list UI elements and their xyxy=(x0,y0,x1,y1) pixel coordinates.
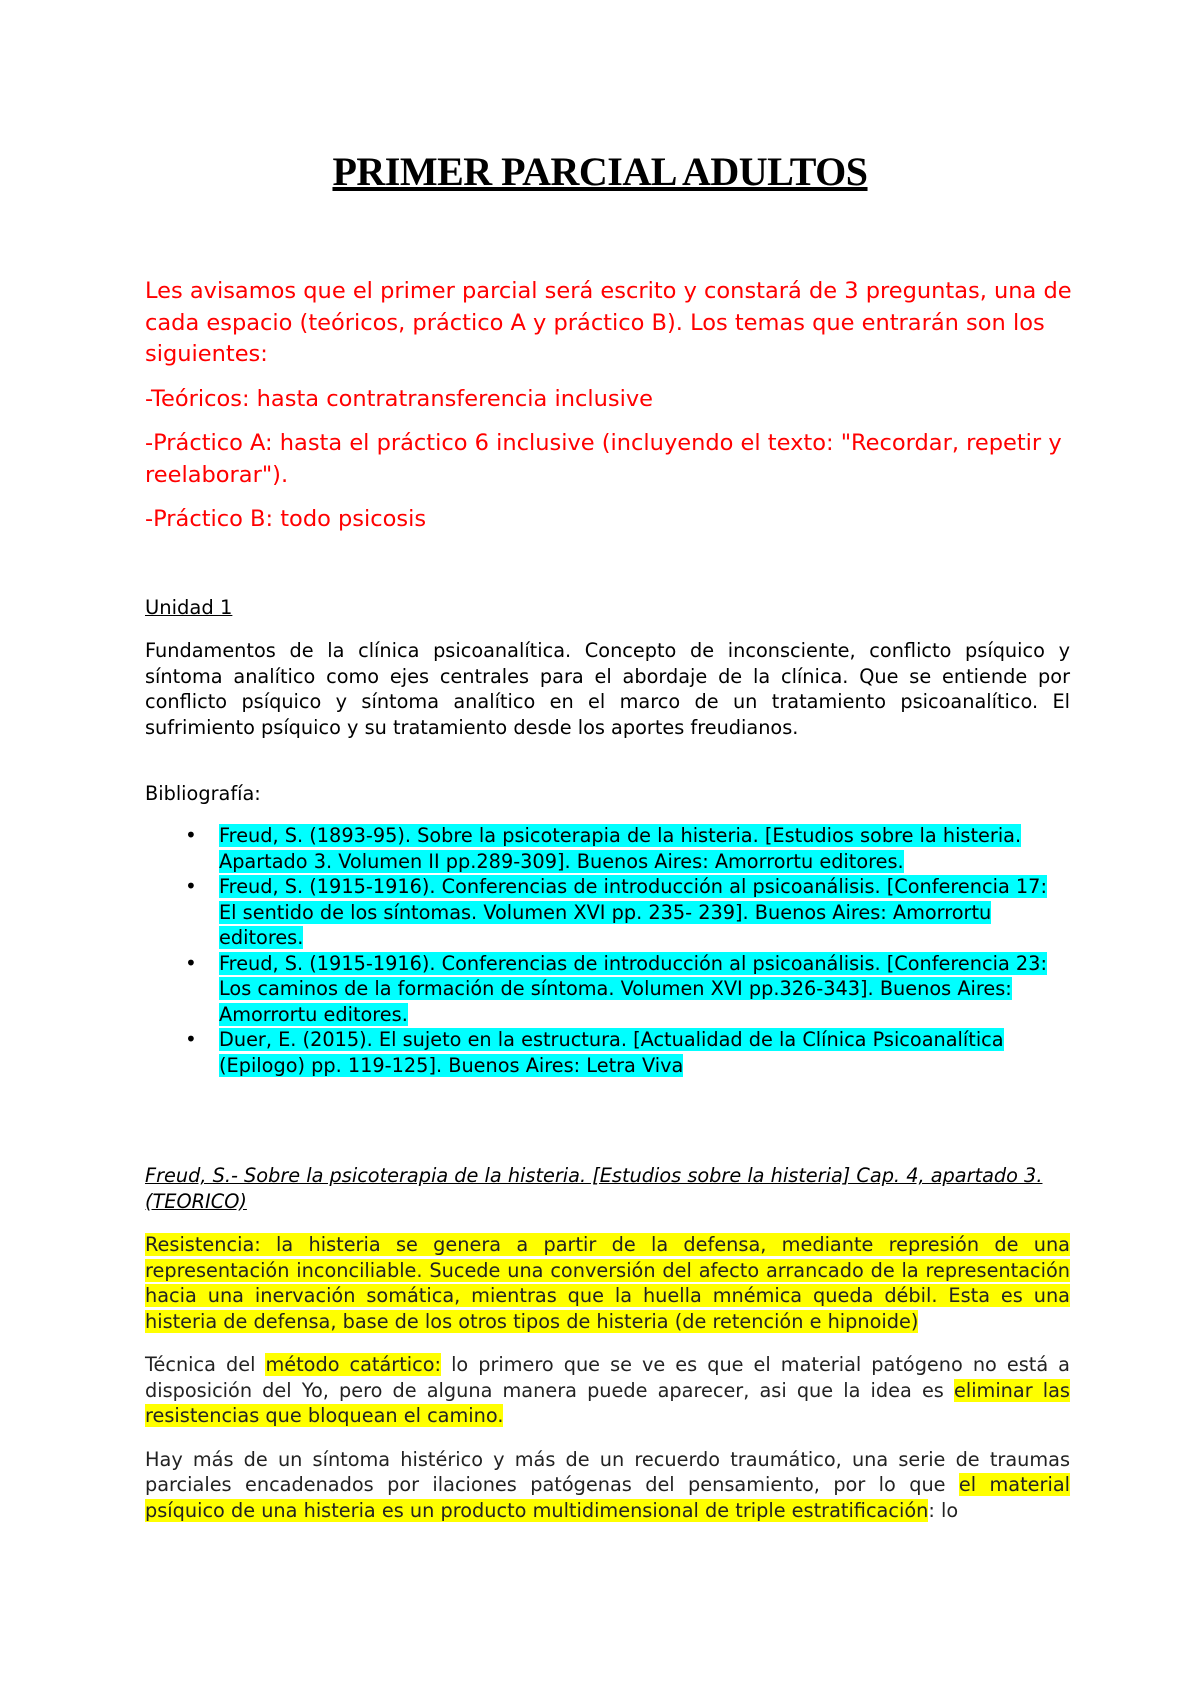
bibliography-entry: Freud, S. (1893-95). Sobre la psicoterapia de la histeria. [Estudios sobre la histeria. Apartado 3. Volumen II pp.289-309]. Buenos Aires: Amorrortu editores. xyxy=(219,824,1022,873)
bibliography-item xyxy=(145,951,1070,1028)
bibliography-entry: Freud, S. (1915-1916). Conferencias de introducción al psicoanálisis. [Conferencia 17: El sentido de los síntomas. Volumen XVI pp. 235- 239]. Buenos Aires: Amorrortu editores. xyxy=(219,875,1047,949)
bibliography-item xyxy=(145,874,1070,951)
bullet-icon: • xyxy=(185,1027,197,1051)
paragraph-metodo-catartico xyxy=(145,1352,1070,1429)
bibliography-entry: Duer, E. (2015). El sujeto en la estructura. [Actualidad de la Clínica Psicoanalítica (Epilogo) pp. 119-125]. Buenos Aires: Letra Viva xyxy=(219,1028,1004,1077)
bibliography-item xyxy=(145,823,1070,874)
paragraph-text: Técnica del xyxy=(145,1353,266,1376)
exam-notice xyxy=(145,276,1075,549)
unit-description: Fundamentos de la clínica psicoanalítica. Concepto de inconsciente, conflicto psíquico y síntoma analítico como ejes centrales para el abordaje de la clínica. Que se entiende por conflicto psíquico y síntoma analítico en el marco de un tratamiento psicoanalítico. El sufrimiento psíquico y su tratamiento desde los aportes freudianos. xyxy=(145,639,1070,739)
paragraph-text: : lo xyxy=(928,1498,959,1522)
bullet-icon: • xyxy=(185,823,197,847)
bullet-icon: • xyxy=(185,950,197,975)
paragraph-resistencia xyxy=(145,1232,1070,1334)
section-body xyxy=(145,1232,1070,1541)
bibliography-item xyxy=(145,1027,1070,1078)
notice-item-practico-b: -Práctico B: todo psicosis xyxy=(145,506,427,532)
page-title: PRIMER PARCIAL ADULTOS xyxy=(332,149,868,194)
bibliography-label: Bibliografía: xyxy=(145,782,261,805)
paragraph-text: lo primero que se ve es que el material patógeno no está a disposición del Yo, pero de alguna manera puede aparecer, asi que la idea es xyxy=(145,1353,1070,1402)
highlighted-text: Resistencia: la histeria se genera a partir de la defensa, mediante represión de una representación inconciliable. Sucede una conversión del afecto arrancado de la representación hacia una inervación somática, mientras que la huella mnémica queda débil. Esta es una histeria de defensa, base de los otros tipos de histeria (de retención e hipnoide) xyxy=(145,1233,1070,1333)
notice-item-teoricos: -Teóricos: hasta contratransferencia inclusive xyxy=(145,385,654,412)
bibliography-list xyxy=(145,823,1070,1078)
notice-item-practico-a: -Práctico A: hasta el práctico 6 inclusive (incluyendo el texto: "Recordar, repetir y reelaborar"). xyxy=(145,430,1062,488)
highlighted-text: método catártico: xyxy=(265,1353,442,1376)
highlighted-text: eliminar las resistencias que bloquean el camino. xyxy=(145,1378,1070,1427)
highlighted-text: el material psíquico de una histeria es un producto multidimensional de triple estratificación xyxy=(145,1473,1071,1522)
paragraph-text: Hay más de un síntoma histérico y más de un recuerdo traumático, una serie de traumas parciales encadenados por ilaciones patógenas del pensamiento, por lo que xyxy=(145,1447,1070,1496)
bullet-icon: • xyxy=(185,874,197,898)
paragraph-material-psiquico xyxy=(145,1447,1070,1524)
section-title: Freud, S.- Sobre la psicoterapia de la histeria. [Estudios sobre la histeria] Cap. 4, apartado 3. (TEORICO) xyxy=(145,1164,1043,1213)
notice-intro: Les avisamos que el primer parcial será escrito y constará de 3 preguntas, una de cada espacio (teóricos, práctico A y práctico B). Los temas que entrarán son los siguientes: xyxy=(145,278,1072,367)
unit-heading: Unidad 1 xyxy=(145,596,233,619)
bibliography-entry: Freud, S. (1915-1916). Conferencias de introducción al psicoanálisis. [Conferencia 23: Los caminos de la formación de síntoma. Volumen XVI pp.326-343]. Buenos Aires: Amorrortu editores. xyxy=(219,951,1047,1026)
